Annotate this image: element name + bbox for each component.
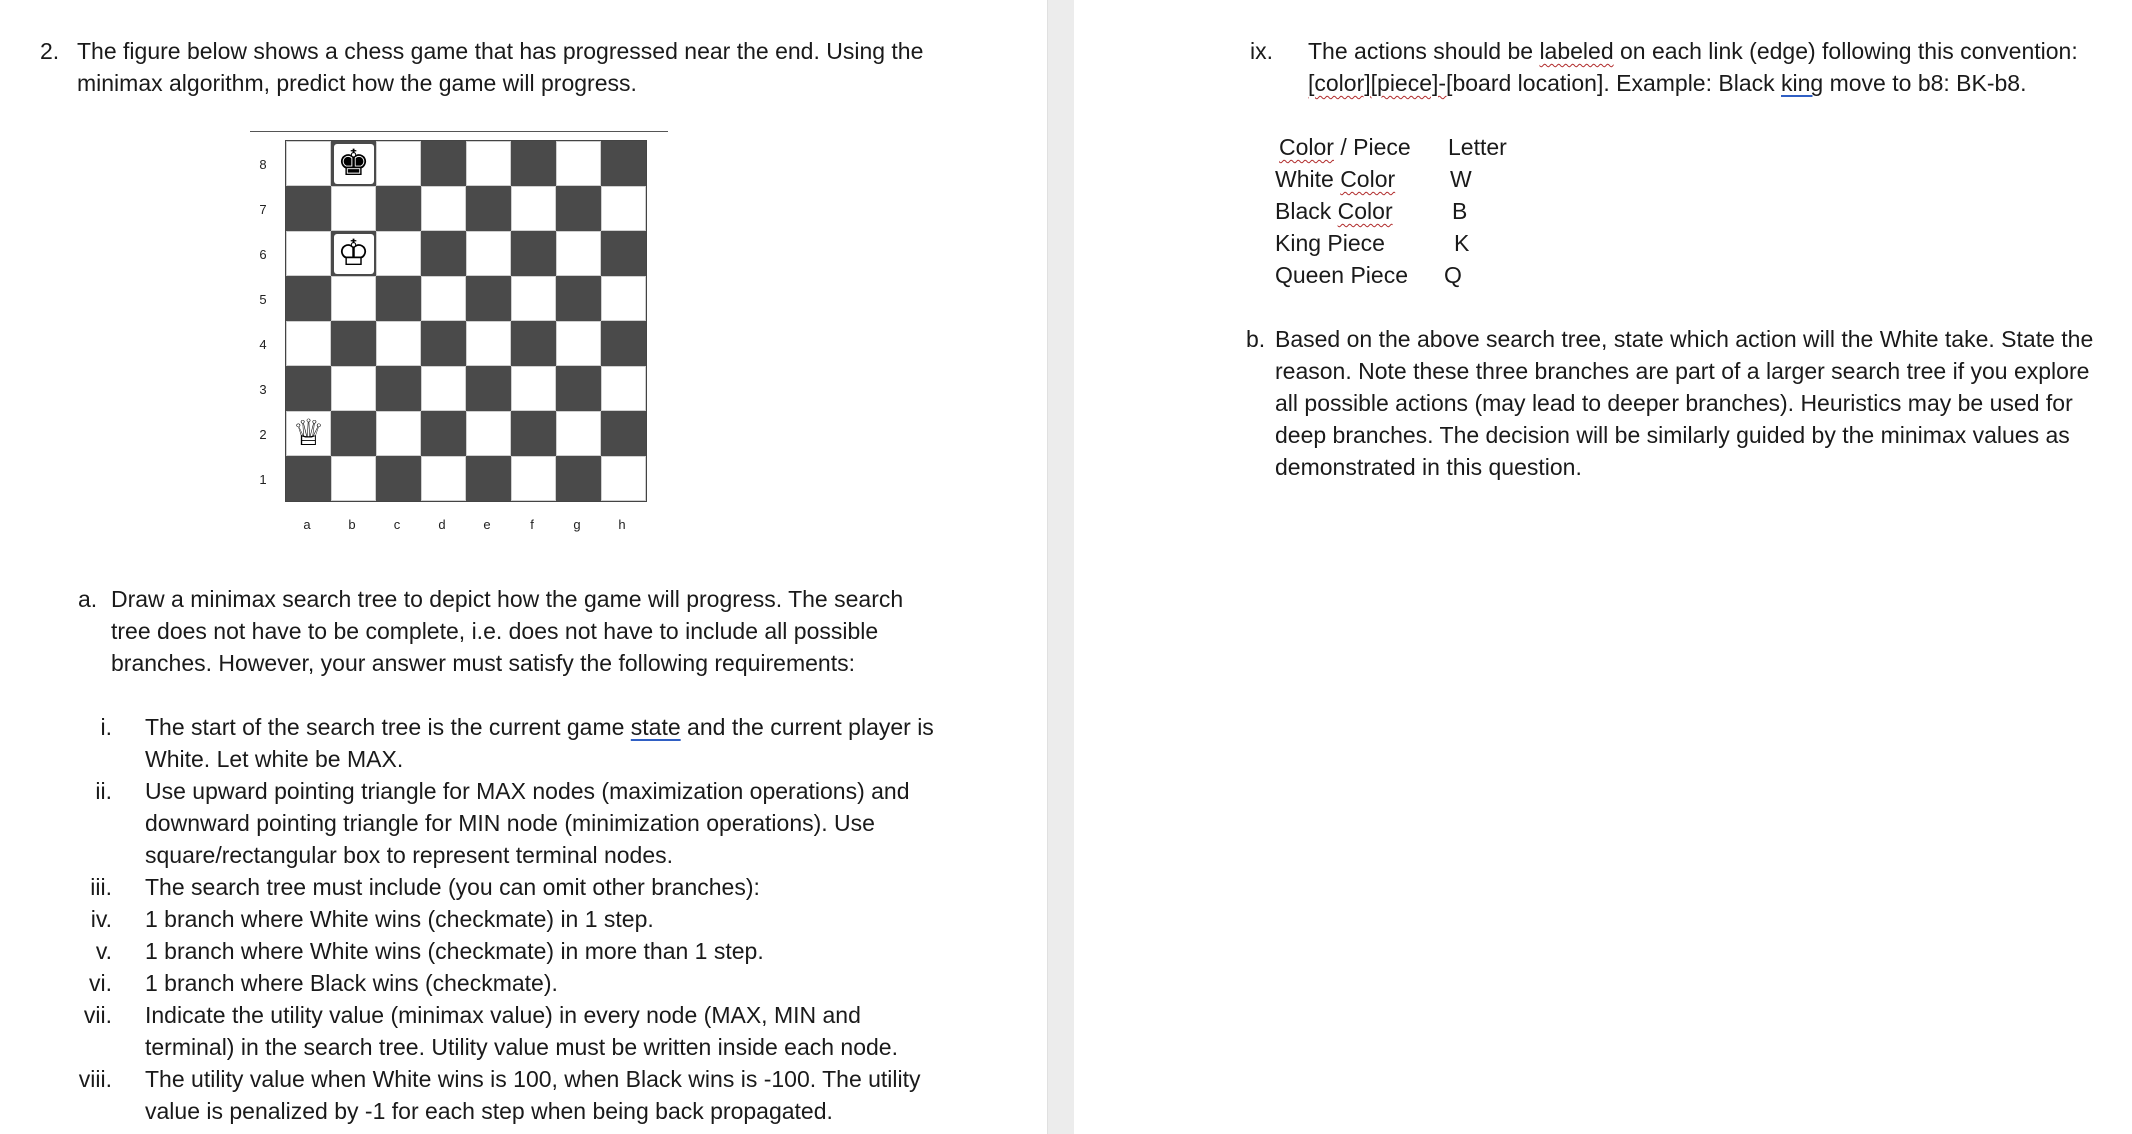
square-c2 <box>376 411 421 456</box>
rank-label-1: 1 <box>259 472 267 487</box>
part-a-line-1: Draw a minimax search tree to depict how the game will progress. The search <box>111 586 904 612</box>
square-d1 <box>421 456 466 501</box>
question-line-1: The figure below shows a chess game that has progressed near the end. Using the <box>77 38 924 64</box>
req-iv-marker: iv. <box>90 906 112 932</box>
white-queen-icon: ♕ <box>289 414 329 454</box>
rank-label-3: 3 <box>259 382 267 397</box>
part-b-marker: b. <box>1246 326 1266 352</box>
square-g4 <box>556 321 601 366</box>
req-viii-line-1: The utility value when White wins is 100, when Black wins is -100. The utility <box>145 1066 921 1092</box>
file-label-a: a <box>303 517 311 532</box>
square-f7 <box>511 186 556 231</box>
part-b-line-5: demonstrated in this question. <box>1275 454 1582 480</box>
rank-label-2: 2 <box>259 427 267 442</box>
square-b2 <box>331 411 376 456</box>
square-e7 <box>466 186 511 231</box>
req-viii-marker: viii. <box>78 1066 112 1092</box>
square-h8 <box>601 141 646 186</box>
req-ii-line-3: square/rectangular box to represent terminal nodes. <box>145 842 674 868</box>
req-ix-line-2: [color][piece]-[board location]. Example: Black king move to b8: BK-b8. <box>1308 70 2027 96</box>
legend-row-4-label: Queen Piece <box>1275 262 1408 288</box>
rank-label-4: 4 <box>259 337 267 352</box>
part-b-line-2: reason. Note these three branches are part of a larger search tree if you explore <box>1275 358 2090 384</box>
figure-top-rule <box>250 131 668 132</box>
legend-row-3-letter: K <box>1454 230 1470 256</box>
square-a4 <box>286 321 331 366</box>
color-piece-token: [color][piece]-[ <box>1308 70 1453 96</box>
req-iii-line-1: The search tree must include (you can omit other branches): <box>145 874 760 900</box>
square-e1 <box>466 456 511 501</box>
file-label-b: b <box>348 517 356 532</box>
square-b3 <box>331 366 376 411</box>
square-c5 <box>376 276 421 321</box>
req-vi-line-1: 1 branch where Black wins (checkmate). <box>145 970 558 996</box>
req-ix-marker: ix. <box>1250 38 1273 64</box>
square-b8 <box>331 141 376 186</box>
file-label-g: g <box>573 517 581 532</box>
square-d8 <box>421 141 466 186</box>
square-c1 <box>376 456 421 501</box>
legend-row-1-letter: W <box>1450 166 1472 192</box>
square-g2 <box>556 411 601 456</box>
page-gutter <box>1047 0 1075 1134</box>
part-b-line-1: Based on the above search tree, state which action will the White take. State the <box>1275 326 2094 352</box>
part-a-line-3: branches. However, your answer must satisfy the following requirements: <box>111 650 855 676</box>
square-b4 <box>331 321 376 366</box>
white-king-icon: ♔ <box>334 234 374 274</box>
part-b-line-4: deep branches. The decision will be similarly guided by the minimax values as <box>1275 422 2070 448</box>
req-i-line-2: White. Let white be MAX. <box>145 746 404 772</box>
file-label-c: c <box>393 517 401 532</box>
question-number: 2. <box>40 38 60 64</box>
square-h1 <box>601 456 646 501</box>
square-a7 <box>286 186 331 231</box>
legend-header-col2: Letter <box>1448 134 1507 160</box>
file-label-h: h <box>618 517 626 532</box>
square-e4 <box>466 321 511 366</box>
square-h3 <box>601 366 646 411</box>
req-vii-marker: vii. <box>83 1002 112 1028</box>
req-ii-marker: ii. <box>95 778 112 804</box>
square-d2 <box>421 411 466 456</box>
square-b7 <box>331 186 376 231</box>
req-ix-line-1: The actions should be labeled on each link (edge) following this convention: <box>1308 38 2078 64</box>
square-f6 <box>511 231 556 276</box>
req-v-line-1: 1 branch where White wins (checkmate) in more than 1 step. <box>145 938 764 964</box>
req-i-line-1: The start of the search tree is the current game state and the current player is <box>145 714 934 740</box>
square-e6 <box>466 231 511 276</box>
square-e8 <box>466 141 511 186</box>
square-a3 <box>286 366 331 411</box>
black-king-icon: ♚ <box>334 144 374 184</box>
req-ii-line-1: Use upward pointing triangle for MAX nodes (maximization operations) and <box>145 778 910 804</box>
square-e3 <box>466 366 511 411</box>
right-page <box>1074 0 2132 1134</box>
square-f4 <box>511 321 556 366</box>
square-h6 <box>601 231 646 276</box>
req-vi-marker: vi. <box>89 970 112 996</box>
req-i-marker: i. <box>100 714 112 740</box>
square-f2 <box>511 411 556 456</box>
legend-row-4-letter: Q <box>1444 262 1462 288</box>
req-iv-line-1: 1 branch where White wins (checkmate) in 1 step. <box>145 906 654 932</box>
square-g6 <box>556 231 601 276</box>
req-v-marker: v. <box>95 938 112 964</box>
square-a8 <box>286 141 331 186</box>
square-f5 <box>511 276 556 321</box>
rank-label-6: 6 <box>259 247 267 262</box>
square-b6 <box>331 231 376 276</box>
square-g1 <box>556 456 601 501</box>
square-d5 <box>421 276 466 321</box>
legend-row-2-letter: B <box>1452 198 1468 224</box>
rank-label-8: 8 <box>259 157 267 172</box>
square-g5 <box>556 276 601 321</box>
square-h5 <box>601 276 646 321</box>
req-vii-line-1: Indicate the utility value (minimax value) in every node (MAX, MIN and <box>145 1002 861 1028</box>
square-c3 <box>376 366 421 411</box>
square-c8 <box>376 141 421 186</box>
square-a6 <box>286 231 331 276</box>
square-h4 <box>601 321 646 366</box>
square-a5 <box>286 276 331 321</box>
square-d4 <box>421 321 466 366</box>
square-h2 <box>601 411 646 456</box>
square-a2 <box>286 411 331 456</box>
legend-row-2-label: Black Color <box>1275 198 1393 224</box>
square-a1 <box>286 456 331 501</box>
part-a-line-2: tree does not have to be complete, i.e. does not have to include all possible <box>111 618 879 644</box>
req-vii-line-2: terminal) in the search tree. Utility value must be written inside each node. <box>145 1034 898 1060</box>
rank-label-5: 5 <box>259 292 267 307</box>
labeled-word: labeled <box>1539 38 1614 64</box>
legend-row-1-label: White Color <box>1275 166 1396 192</box>
req-viii-line-2: value is penalized by -1 for each step when being back propagated. <box>145 1098 833 1124</box>
square-e5 <box>466 276 511 321</box>
square-d3 <box>421 366 466 411</box>
rank-label-7: 7 <box>259 202 267 217</box>
state-word: state <box>630 714 681 740</box>
file-label-d: d <box>438 517 446 532</box>
square-g8 <box>556 141 601 186</box>
square-c7 <box>376 186 421 231</box>
king-word: king <box>1781 70 1824 96</box>
question-line-2: minimax algorithm, predict how the game will progress. <box>77 70 637 96</box>
square-c6 <box>376 231 421 276</box>
square-f1 <box>511 456 556 501</box>
file-label-f: f <box>530 517 534 532</box>
chessboard <box>285 140 647 502</box>
square-d6 <box>421 231 466 276</box>
square-b5 <box>331 276 376 321</box>
left-page <box>0 0 1047 1134</box>
square-d7 <box>421 186 466 231</box>
square-f8 <box>511 141 556 186</box>
square-f3 <box>511 366 556 411</box>
part-a-marker: a. <box>78 586 98 612</box>
req-ii-line-2: downward pointing triangle for MIN node (minimization operations). Use <box>145 810 875 836</box>
square-e2 <box>466 411 511 456</box>
legend-header-col1: Color / Piece <box>1279 134 1411 160</box>
legend-row-3-label: King Piece <box>1275 230 1385 256</box>
part-b-line-3: all possible actions (may lead to deeper branches). Heuristics may be used for <box>1275 390 2073 416</box>
square-g3 <box>556 366 601 411</box>
file-label-e: e <box>483 517 491 532</box>
square-b1 <box>331 456 376 501</box>
req-iii-marker: iii. <box>90 874 112 900</box>
square-c4 <box>376 321 421 366</box>
square-g7 <box>556 186 601 231</box>
square-h7 <box>601 186 646 231</box>
